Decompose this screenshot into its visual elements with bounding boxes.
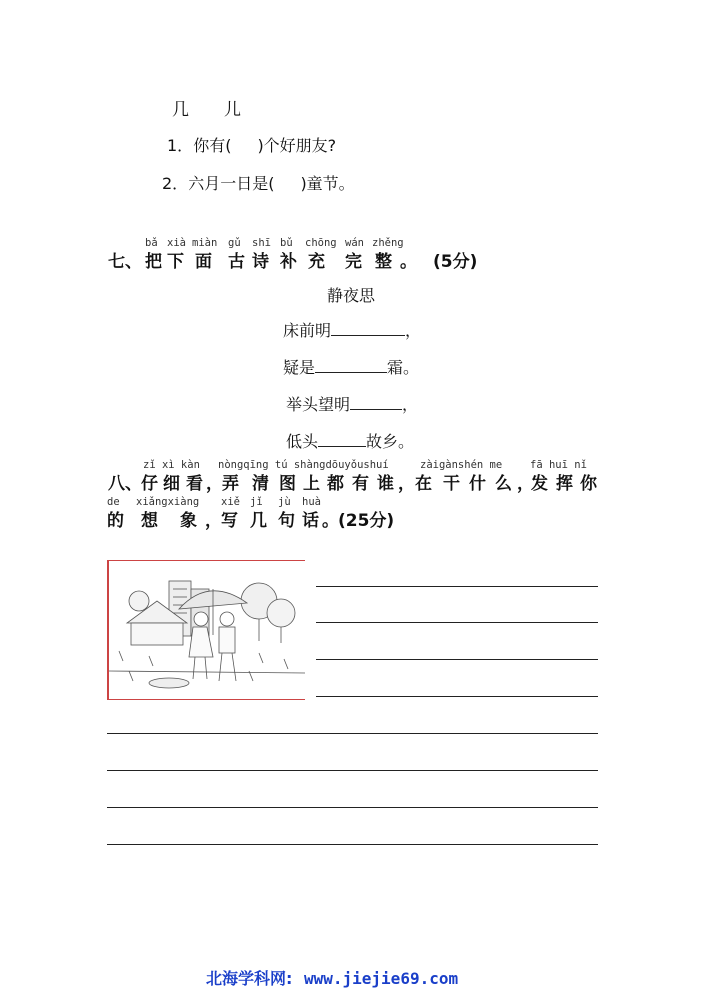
heading-char: 有 (352, 474, 369, 494)
question-text-after: )童节。 (300, 174, 355, 193)
footer-url-link[interactable]: www.jiejie69.com (303, 969, 459, 988)
section8-heading-row2 (0, 506, 707, 530)
heading-char: 弄 (222, 474, 239, 494)
pinyin: fā huī nǐ (530, 459, 587, 471)
heading-char: 看 (186, 474, 203, 494)
heading-char: 在 (415, 474, 432, 494)
section-score: (5分) (433, 252, 478, 272)
heading-char: 。 (322, 511, 339, 531)
poem-title: 静夜思 (327, 286, 376, 305)
heading-char: 写 (221, 511, 238, 531)
section-score: (25分) (338, 511, 395, 531)
heading-char: 的 (107, 511, 124, 531)
question-number: 1． (167, 136, 194, 155)
pinyin: xiě (221, 496, 240, 508)
heading-char: 句 (278, 511, 295, 531)
writing-line[interactable] (316, 696, 598, 697)
heading-char: 么 (495, 474, 512, 494)
heading-char: 古 (228, 252, 245, 272)
heading-char: 把 (145, 252, 162, 272)
poem-punct: ， (402, 395, 419, 414)
poem-blank[interactable] (350, 395, 402, 410)
heading-char: ， (517, 474, 534, 494)
writing-line[interactable] (316, 586, 598, 587)
poem-punct: 霜。 (387, 358, 420, 377)
section-number: 八、 (108, 474, 142, 494)
heading-char: 完 (345, 252, 362, 272)
poem-line-2 (283, 355, 419, 378)
top-char-ji: 几 (172, 100, 189, 120)
question-1 (167, 133, 336, 156)
pinyin: xiǎngxiàng (136, 496, 200, 508)
pinyin: xià (167, 237, 186, 249)
writing-line[interactable] (107, 770, 598, 771)
heading-char: 挥 (556, 474, 573, 494)
pinyin: zǐ xì kàn (143, 459, 200, 471)
footer (206, 966, 458, 989)
question-number: 2． (162, 174, 189, 193)
poem-line-3 (286, 392, 418, 415)
question-text-before: 六月一日是( (188, 174, 275, 193)
pinyin: de (107, 496, 120, 508)
section-number: 七、 (108, 252, 142, 272)
heading-char: 发 (531, 474, 548, 494)
pinyin: zhěng (372, 237, 404, 249)
heading-char: 。 (400, 252, 417, 272)
heading-char: 充 (308, 252, 325, 272)
writing-line[interactable] (316, 622, 598, 623)
poem-text: 疑是 (283, 358, 316, 377)
heading-char: 下 (167, 252, 184, 272)
heading-char: 都 (327, 474, 344, 494)
pinyin: jǐ (250, 496, 263, 508)
heading-char: 清 (252, 474, 269, 494)
pinyin: wán (345, 237, 364, 249)
poem-blank[interactable] (331, 321, 405, 336)
heading-char: 几 (250, 511, 267, 531)
heading-char: 仔 (141, 474, 158, 494)
pinyin: miàn (192, 237, 218, 249)
heading-char: 干 (443, 474, 460, 494)
section7-heading (0, 247, 707, 271)
poem-text: 低头 (286, 432, 319, 451)
question-2 (162, 171, 355, 194)
poem-blank[interactable] (315, 358, 387, 373)
pinyin: bǎ (145, 237, 158, 249)
question-text-before: 你有( (193, 136, 232, 155)
heading-char: 话 (302, 511, 319, 531)
poem-blank[interactable] (318, 432, 366, 447)
pinyin: gǔ (228, 237, 241, 249)
heading-char: ， (398, 474, 415, 494)
writing-line[interactable] (107, 844, 598, 845)
heading-char: 细 (163, 474, 180, 494)
footer-site-name: 北海学科网: (206, 969, 293, 988)
heading-char: 图 (279, 474, 296, 494)
pinyin: shī (252, 237, 271, 249)
poem-punct: 故乡。 (366, 432, 415, 451)
poem-line-1 (283, 318, 421, 341)
pinyin: bǔ (280, 237, 293, 249)
top-char-er: 儿 (224, 100, 241, 120)
writing-line[interactable] (107, 733, 598, 734)
pinyin: zàigànshén me (420, 459, 503, 471)
heading-char: 象 (180, 511, 197, 531)
poem-text: 床前明 (283, 321, 332, 340)
heading-char: 面 (195, 252, 212, 272)
heading-char: 诗 (252, 252, 269, 272)
heading-char: ， (205, 511, 222, 531)
pinyin: nòngqīng tú shàngdōuyǒushuí (218, 459, 389, 471)
heading-char: 补 (280, 252, 297, 272)
writing-line[interactable] (107, 807, 598, 808)
heading-char: 想 (141, 511, 158, 531)
writing-line[interactable] (316, 659, 598, 660)
poem-line-4 (286, 429, 414, 452)
poem-punct: ， (405, 321, 422, 340)
poem-text: 举头望明 (286, 395, 351, 414)
question-text-after: )个好朋友? (257, 136, 337, 155)
heading-char: 谁 (377, 474, 394, 494)
illustration-children-umbrella (107, 560, 305, 700)
pinyin: huà (302, 496, 321, 508)
heading-char: 整 (375, 252, 392, 272)
section8-heading-row1 (0, 469, 707, 493)
heading-char: ， (206, 474, 223, 494)
heading-char: 上 (303, 474, 320, 494)
pinyin: jù (278, 496, 291, 508)
heading-char: 什 (469, 474, 486, 494)
heading-char: 你 (580, 474, 597, 494)
rain-scene-illustration (109, 561, 305, 699)
pinyin: chōng (305, 237, 337, 249)
